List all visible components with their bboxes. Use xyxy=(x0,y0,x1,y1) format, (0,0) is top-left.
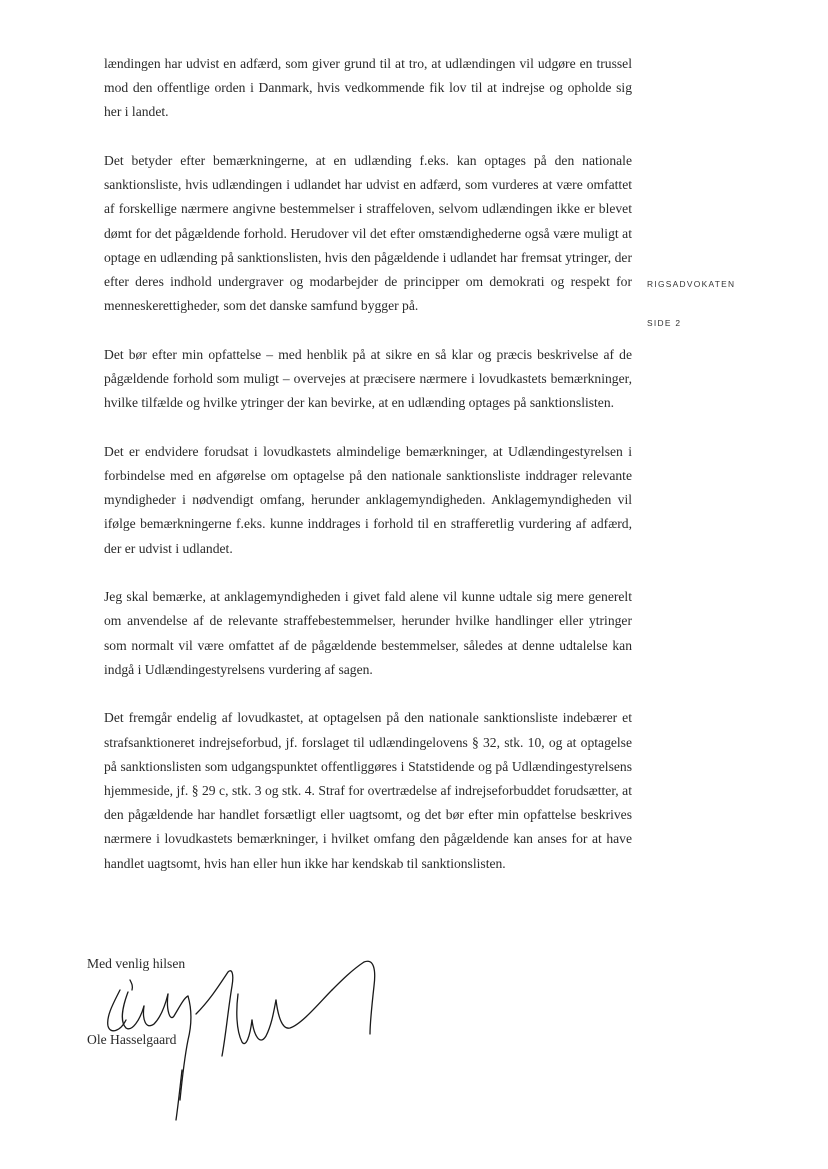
signer-name: Ole Hasselgaard xyxy=(87,1032,177,1047)
paragraph-5: Jeg skal bemærke, at anklagemyndigheden i givet fald alene vil kunne udtale sig mere generelt om anvendelse af de relevante straffebestemmelser, herunder hvilke handlinger eller ytringer som normalt vil være omfattet af de pågældende bestemmelser, således at denne udtalelse kan indgå i Udlændingestyrelsens vurdering af sagen. xyxy=(104,589,632,677)
letter-body xyxy=(104,52,632,900)
paragraph-1: lændingen har udvist en adfærd, som giver grund til at tro, at udlændingen vil udgøre en trussel mod den offentlige orden i Danmark, hvis vedkommende fik lov til at indrejse og opholde sig her i landet. xyxy=(104,56,632,120)
sidebar-organization: RIGSADVOKATEN xyxy=(647,279,736,289)
sidebar-page-number: SIDE 2 xyxy=(647,318,682,328)
paragraph-4: Det er endvidere forudsat i lovudkastets almindelige bemærkninger, at Udlændingestyrelsen i forbindelse med en afgørelse om optagelse på den nationale sanktionsliste inddrager relevante myndigheder i nødvendigt omfang, herunder anklagemyndigheden. Anklagemyndigheden vil ifølge bemærkningerne f.eks. kunne inddrages i forhold til en strafferetlig vurdering af adfærd, der er udvist i udlandet. xyxy=(104,443,632,556)
paragraph-6: Det fremgår endelig af lovudkastet, at optagelsen på den nationale sanktionsliste indebærer et strafsanktioneret indrejseforbud, jf. forslaget til udlændingelovens § 32, stk. 10, og at optagelse på sanktionslisten som udgangspunktet offentliggøres i Statstidende og på Udlændingestyrelsens hjemmeside, jf. § 29 c, stk. 3 og stk. 4. Straf for overtrædelse af indrejseforbuddet forudsætter, at den pågældende har handlet forsætligt eller uagtsomt, og det bør efter min opfattelse beskrives nærmere i lovudkastets bemærkninger, i hvilket omfang den pågældende kan anses for at have handlet uagtsomt, hvis han eller hun ikke har kendskab til sanktionslisten. xyxy=(104,710,632,871)
paragraph-2: Det betyder efter bemærkningerne, at en udlænding f.eks. kan optages på den nationale sanktionsliste, hvis udlændingen i udlandet har udvist en adfærd, som vurderes at være omfattet af forskellige nærmere angivne bestemmelser i straffeloven, selvom udlændingen ikke er blevet dømt for det pågældende forhold. Herudover vil det efter omstændighederne også være muligt at optage en udlænding på sanktionslisten, hvis den pågældende i udlandet har fremsat ytringer, der efter deres indhold undergraver og modarbejder de principper om demokrati og respekt for menneskerettigheder, som det danske samfund bygger på. xyxy=(104,153,632,314)
handwritten-signature xyxy=(70,950,410,1130)
closing-greeting: Med venlig hilsen xyxy=(87,956,186,971)
paragraph-3: Det bør efter min opfattelse – med henblik på at sikre en så klar og præcis beskrivelse af de pågældende forhold som muligt – overvejes at præcisere nærmere i lovudkastets bemærkninger, hvilke tilfælde og hvilke ytringer der kan bevirke, at en udlænding optages på sanktionslisten. xyxy=(104,346,632,411)
